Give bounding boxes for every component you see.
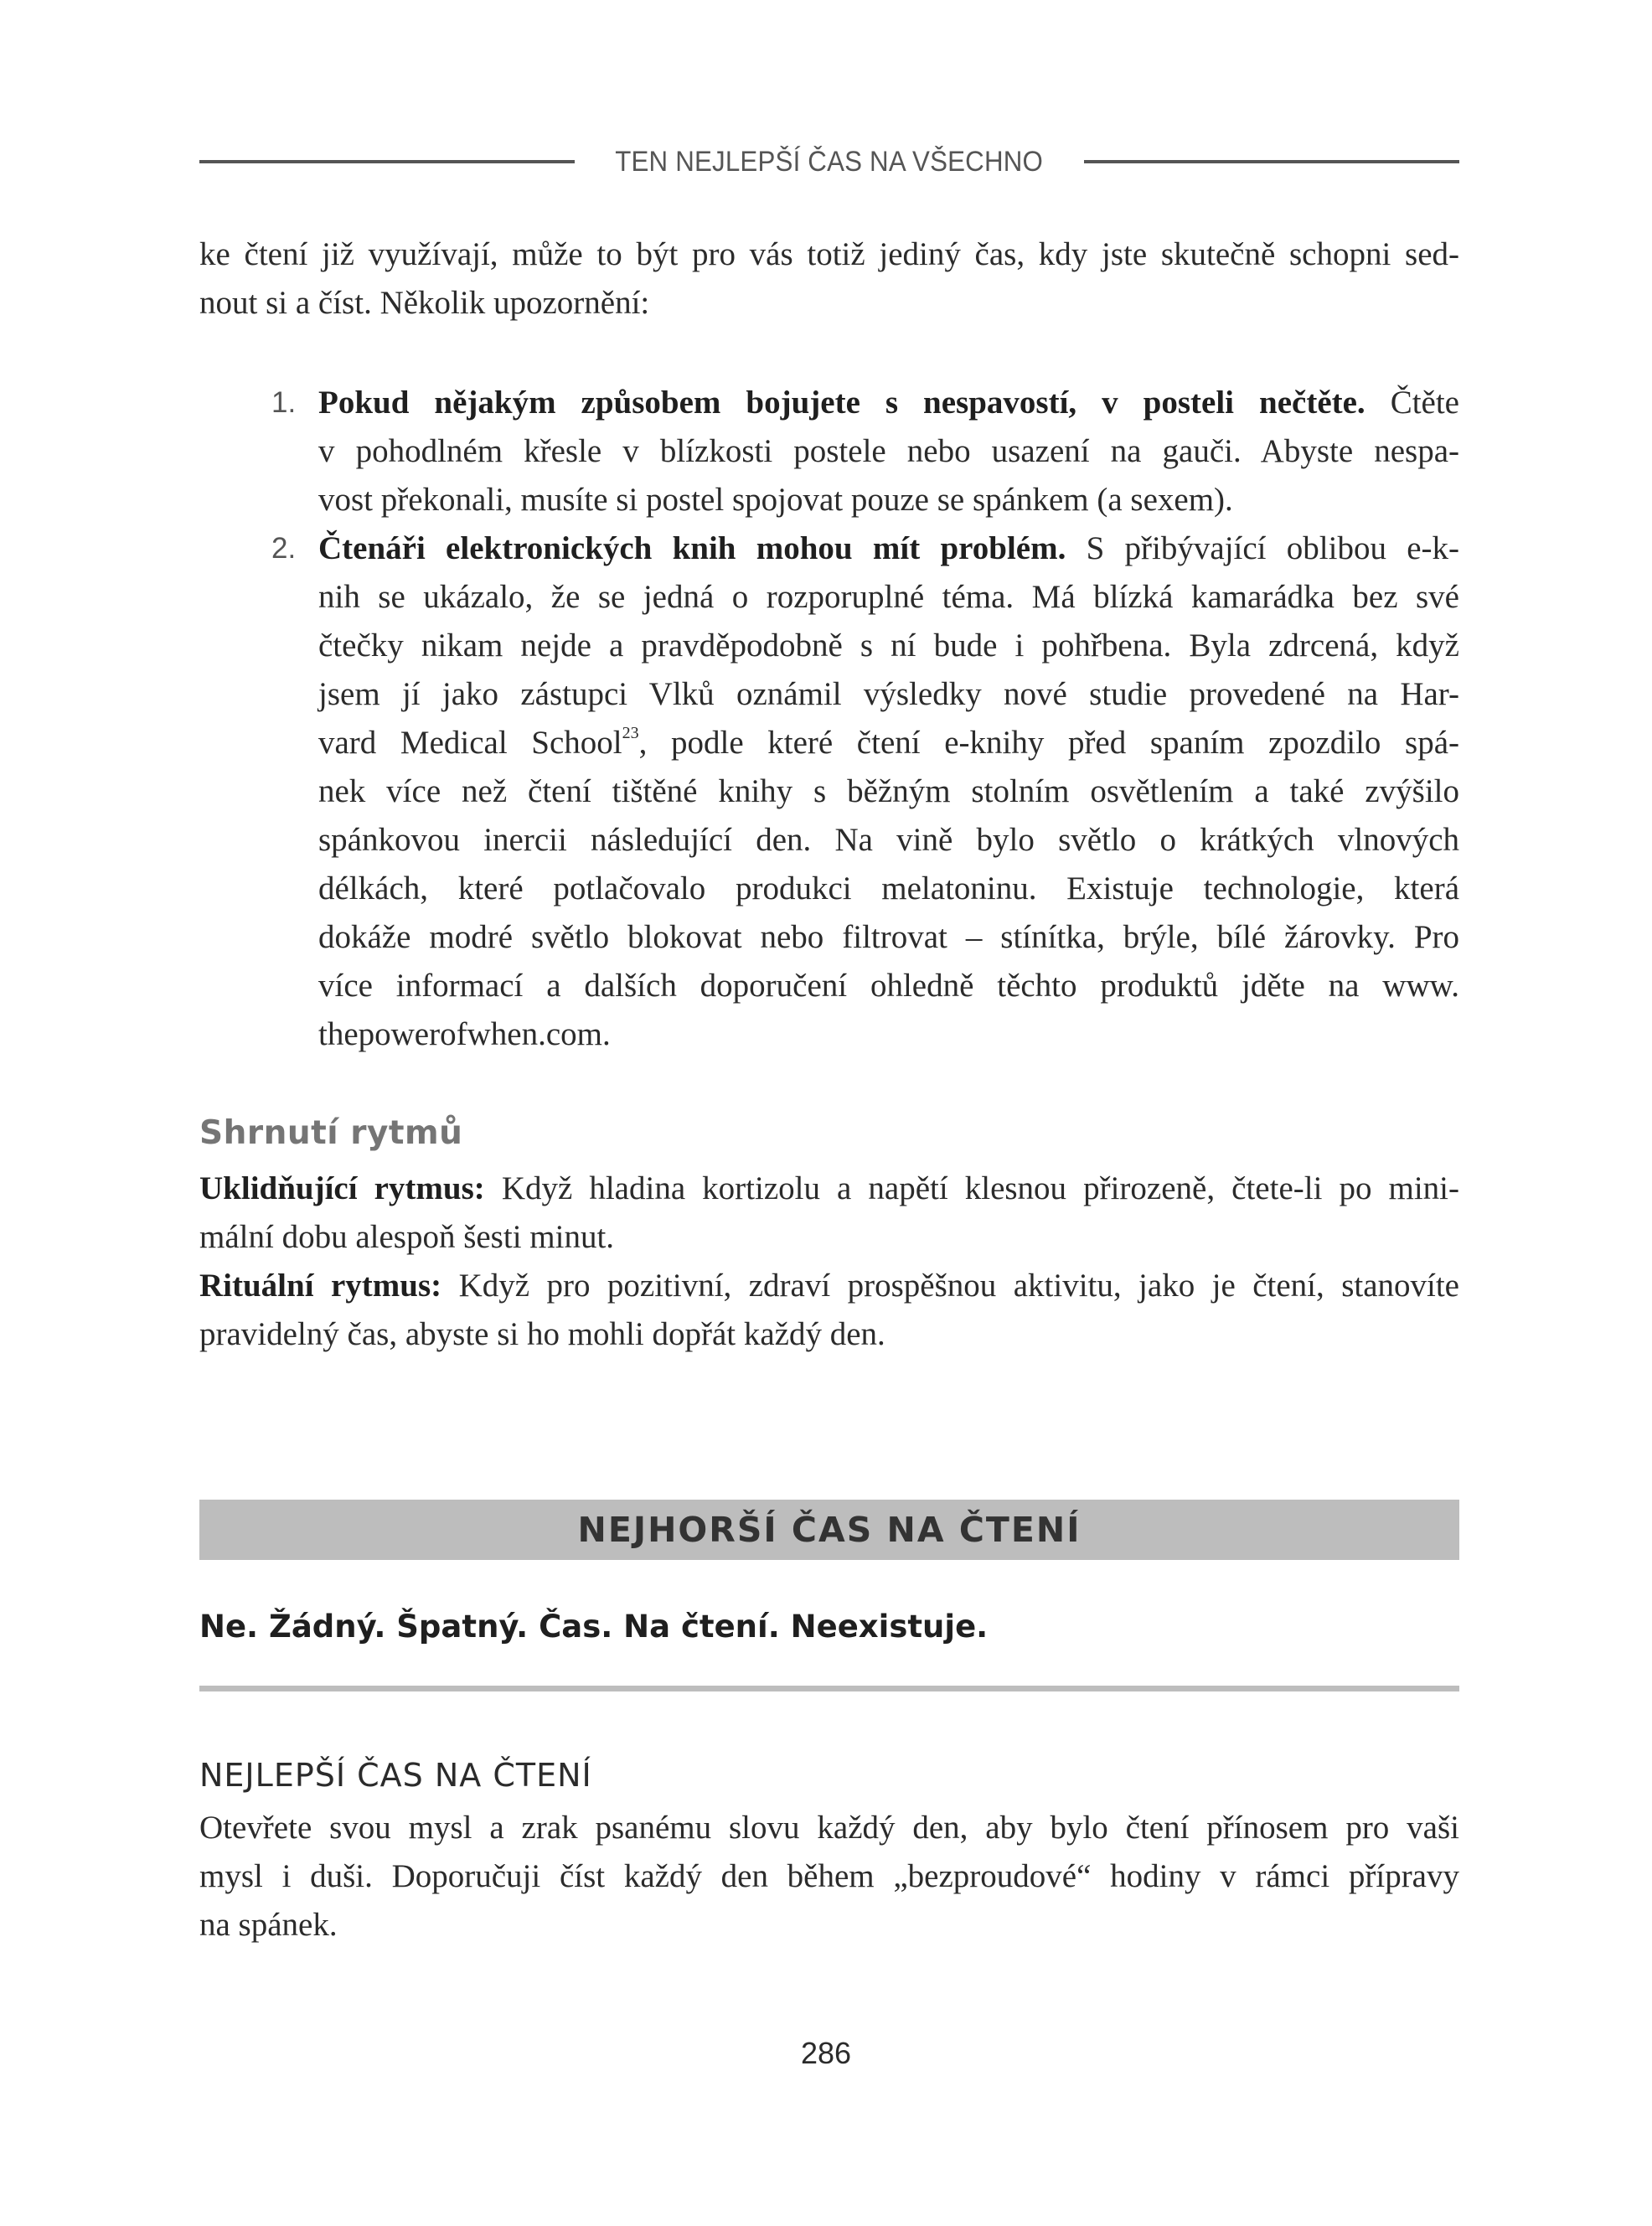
list-item-bold: Pokud nějakým způsobem bojujete s nespavostí, v posteli nečtěte. <box>318 385 1365 421</box>
page-number: 286 <box>800 2036 852 2070</box>
list-item-text <box>318 524 1459 1059</box>
list-line: více informací a dalších doporučení ohledně těchto produktů jděte na www. <box>318 968 1459 1004</box>
summary-line: mální dobu alespoň šesti minut. <box>199 1219 615 1255</box>
list-line-part: vard Medical School <box>318 725 622 761</box>
summary-paragraph <box>199 1165 1459 1359</box>
summary-text: Když pro pozitivní, zdraví prospěšnou aktivitu, jako je čtení, stanovíte <box>441 1268 1459 1304</box>
best-line: mysl i duši. Doporučuji číst každý den během „bezproudové“ hodiny v rámci přípravy <box>199 1858 1459 1894</box>
list-line <box>318 524 1459 573</box>
running-header <box>199 141 1459 183</box>
list-line: dokáže modré světlo blokovat nebo filtrovat – stínítka, brýle, bílé žárovky. Pro <box>318 919 1459 955</box>
header-rule-left <box>199 160 575 163</box>
list-line: v pohodlném křesle v blízkosti postele nebo usazení na gauči. Abyste nespa- <box>318 433 1459 469</box>
list-item <box>199 379 1459 524</box>
section-divider <box>199 1686 1459 1691</box>
list-line: délkách, které potlačovalo produkci melatoninu. Existuje technologie, která <box>318 870 1459 906</box>
list-line-part: , podle které čtení e-knihy před spaním zpozdilo spá- <box>638 725 1459 761</box>
summary-label: Rituální rytmus: <box>199 1268 442 1304</box>
worst-time-heading: NEJHORŠÍ ČAS NA ČTENÍ <box>577 1510 1082 1550</box>
list-line: thepowerofwhen.com. <box>318 1016 611 1052</box>
list-line <box>318 719 1459 767</box>
summary-line <box>199 1262 1459 1310</box>
running-title: TEN NEJLEPŠÍ ČAS NA VŠECHNO <box>615 145 1044 178</box>
footnote-marker: 23 <box>622 724 639 742</box>
list-number: 2. <box>271 532 297 565</box>
list-line: nih se ukázalo, že se jedná o rozporuplné téma. Má blízká kamarádka bez své <box>318 579 1459 615</box>
list-number: 1. <box>271 386 297 419</box>
best-line: na spánek. <box>199 1907 338 1943</box>
list-line-rest: Čtěte <box>1365 385 1459 421</box>
summary-line <box>199 1165 1459 1213</box>
header-rule-right <box>1084 160 1459 163</box>
intro-line: nout si a číst. Několik upozornění: <box>199 285 650 321</box>
list-item <box>199 524 1459 1059</box>
list-line: jsem jí jako zástupci Vlků oznámil výsledky nové studie provedené na Har- <box>318 676 1459 712</box>
intro-paragraph <box>199 230 1459 328</box>
list-line <box>318 379 1459 427</box>
list-line: nek více než čtení tištěné knihy s běžným stolním osvětlením a také zvýšilo <box>318 773 1459 809</box>
list-line-rest: S přibývající oblibou e-k- <box>1066 530 1459 566</box>
summary-label: Uklidňující rytmus: <box>199 1170 485 1206</box>
summary-line: pravidelný čas, abyste si ho mohli dopřát každý den. <box>199 1316 885 1352</box>
best-time-paragraph <box>199 1804 1459 1950</box>
summary-heading: Shrnutí rytmů <box>199 1114 463 1152</box>
list-line: vost překonali, musíte si postel spojovat pouze se spánkem (a sexem). <box>318 482 1233 518</box>
best-line: Otevřete svou mysl a zrak psanému slovu každý den, aby bylo čtení přínosem pro vaši <box>199 1810 1459 1846</box>
worst-time-text: Ne. Žádný. Špatný. Čas. Na čtení. Neexistuje. <box>199 1609 989 1645</box>
intro-line: ke čtení již využívají, může to být pro vás totiž jediný čas, kdy jste skutečně schopni sed- <box>199 236 1459 272</box>
list-item-bold: Čtenáři elektronických knih mohou mít problém. <box>318 530 1066 566</box>
summary-text: Když hladina kortizolu a napětí klesnou přirozeně, čtete-li po mini- <box>484 1170 1459 1206</box>
list-line: čtečky nikam nejde a pravděpodobně s ní bude i pohřbena. Byla zdrcená, když <box>318 628 1459 664</box>
list-line: spánkovou inercii následující den. Na vině bylo světlo o krátkých vlnových <box>318 822 1459 858</box>
numbered-list <box>199 379 1459 1059</box>
best-time-heading: NEJLEPŠÍ ČAS NA ČTENÍ <box>199 1757 592 1794</box>
worst-time-banner <box>199 1500 1459 1560</box>
list-item-text <box>318 379 1459 524</box>
